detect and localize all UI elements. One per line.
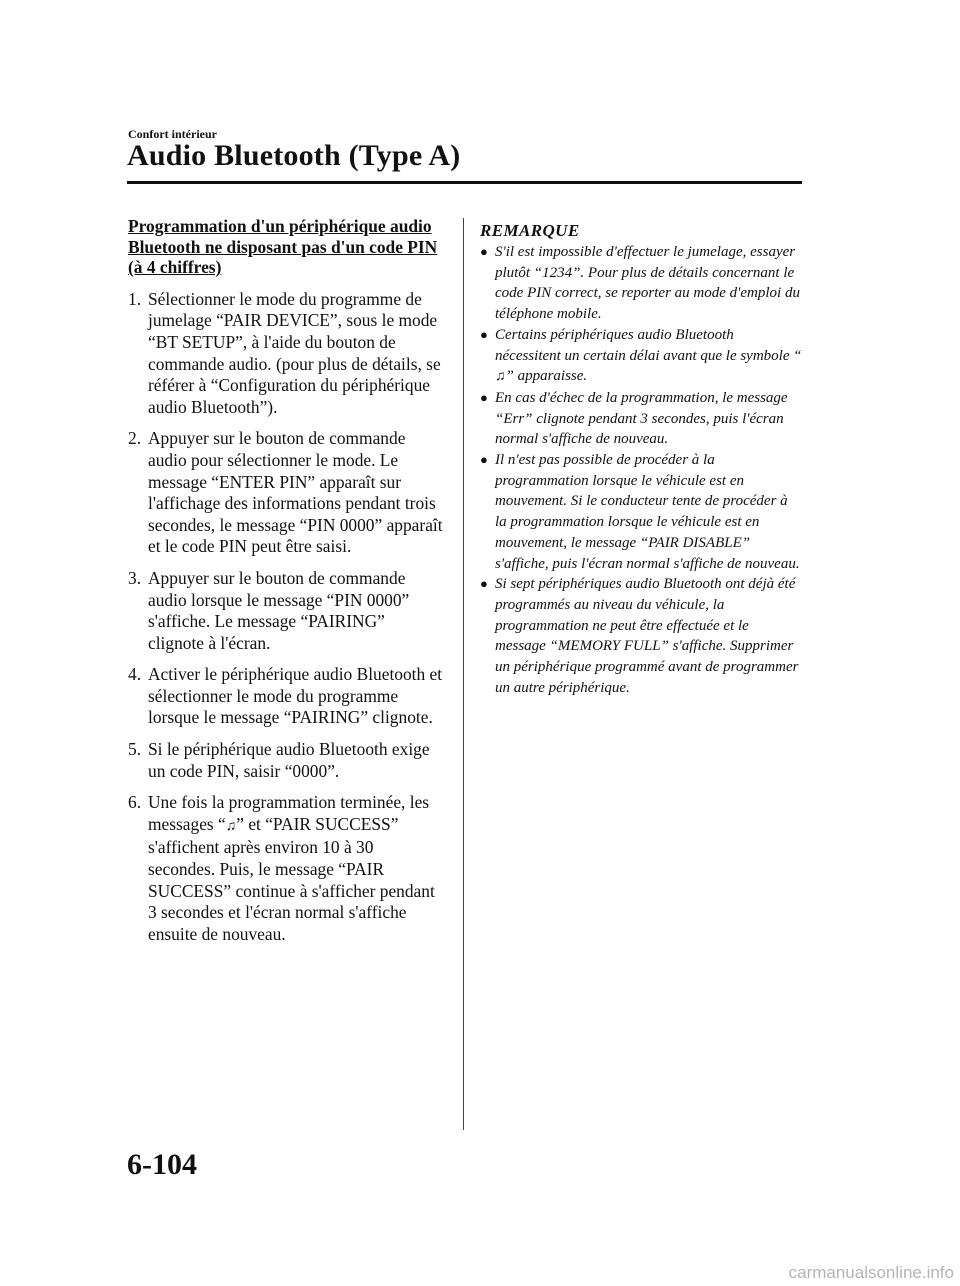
note-item xyxy=(478,450,803,574)
step-item xyxy=(128,428,444,558)
note-title: REMARQUE xyxy=(480,221,580,240)
bullet-icon: ● xyxy=(480,326,488,342)
bullet-icon: ● xyxy=(480,244,488,259)
note-item xyxy=(478,574,803,698)
bullet-icon: ● xyxy=(480,389,488,405)
note-text-after: ” apparaisse. xyxy=(505,368,588,385)
note-item xyxy=(478,325,803,388)
bluetooth-audio-icon: ♫ xyxy=(495,369,506,385)
title-rule xyxy=(127,181,802,184)
step-number: 3. xyxy=(128,567,142,588)
bullet-icon: ● xyxy=(480,452,488,468)
instructions-column xyxy=(128,216,444,955)
column-divider xyxy=(463,218,464,1130)
step-number: 6. xyxy=(128,792,142,813)
step-number: 4. xyxy=(128,664,142,685)
procedure-heading: Programmation d'un périphérique audio Bluetooth ne disposant pas d'un code PIN (à 4 chiffres) xyxy=(128,216,438,278)
notes-column xyxy=(478,221,803,698)
step-item xyxy=(128,289,444,419)
step-text-after: ” et “PAIR SUCCESS” s'affichent après environ 10 à 30 secondes. Puis, le message “PAIR SUCCESS” continue à s'afficher pendant 3 secondes et l'écran normal s'affiche ensuite de nouveau. xyxy=(148,813,435,944)
notes-list xyxy=(478,242,803,698)
step-number: 2. xyxy=(128,428,142,449)
step-text: Si le périphérique audio Bluetooth exige un code PIN, saisir “0000”. xyxy=(148,739,430,781)
note-text-before: Certains périphériques audio Bluetooth nécessitent un certain délai avant que le symbole “ xyxy=(495,326,802,364)
bullet-icon: ● xyxy=(480,576,488,592)
note-text: Si sept périphériques audio Bluetooth ont déjà été programmés au niveau du véhicule, la programmation ne peut être effectuée et le message “MEMORY FULL” s'affiche. Supprimer un périphérique programmé avant de programmer un autre périphérique. xyxy=(495,576,799,696)
step-number: 5. xyxy=(128,739,142,760)
step-text: Sélectionner le mode du programme de jumelage “PAIR DEVICE”, sous le mode “BT SETUP”, à l'aide du bouton de commande audio. (pour plus de détails, se référer à “Configuration du périphérique audio Bluetooth”). xyxy=(148,288,441,417)
step-text: Appuyer sur le bouton de commande audio lorsque le message “PIN 0000” s'affiche. Le message “PAIRING” clignote à l'écran. xyxy=(148,567,410,653)
note-text: Il n'est pas possible de procéder à la programmation lorsque le véhicule est en mouvement. Si le conducteur tente de procéder à la programmation lorsque le véhicule est en mouvement, le message “PAIR DISABLE” s'affiche, puis l'écran normal s'affiche de nouveau. xyxy=(495,452,800,572)
step-item xyxy=(128,568,444,654)
section-label: Confort intérieur xyxy=(128,127,217,141)
page-title: Audio Bluetooth (Type A) xyxy=(127,139,461,172)
watermark: carmanualsonline.info xyxy=(788,1263,954,1282)
note-item xyxy=(478,388,803,450)
step-text-before: Une fois la programmation terminée, les messages “ xyxy=(148,792,430,834)
step-text: Appuyer sur le bouton de commande audio pour sélectionner le mode. Le message “ENTER PIN” apparaît sur l'affichage des informations pendant trois secondes, le message “PIN 0000” apparaît et le code PIN peut être saisi. xyxy=(148,428,443,557)
step-item xyxy=(128,792,444,945)
bluetooth-audio-icon: ♫ xyxy=(225,818,237,834)
note-text: En cas d'échec de la programmation, le message “Err” clignote pendant 3 secondes, puis l'écran normal s'affiche de nouveau. xyxy=(495,389,788,448)
step-item xyxy=(128,664,444,729)
step-text: Activer le périphérique audio Bluetooth et sélectionner le mode du programme lorsque le message “PAIRING” clignote. xyxy=(148,664,443,728)
step-item xyxy=(128,739,444,782)
step-number: 1. xyxy=(128,288,142,309)
steps-list xyxy=(128,289,444,946)
note-text: S'il est impossible d'effectuer le jumelage, essayer plutôt “1234”. Pour plus de détails concernant le code PIN correct, se reporter au mode d'emploi du téléphone mobile. xyxy=(495,244,800,323)
page-number: 6-104 xyxy=(127,1148,197,1181)
note-item xyxy=(478,242,803,325)
